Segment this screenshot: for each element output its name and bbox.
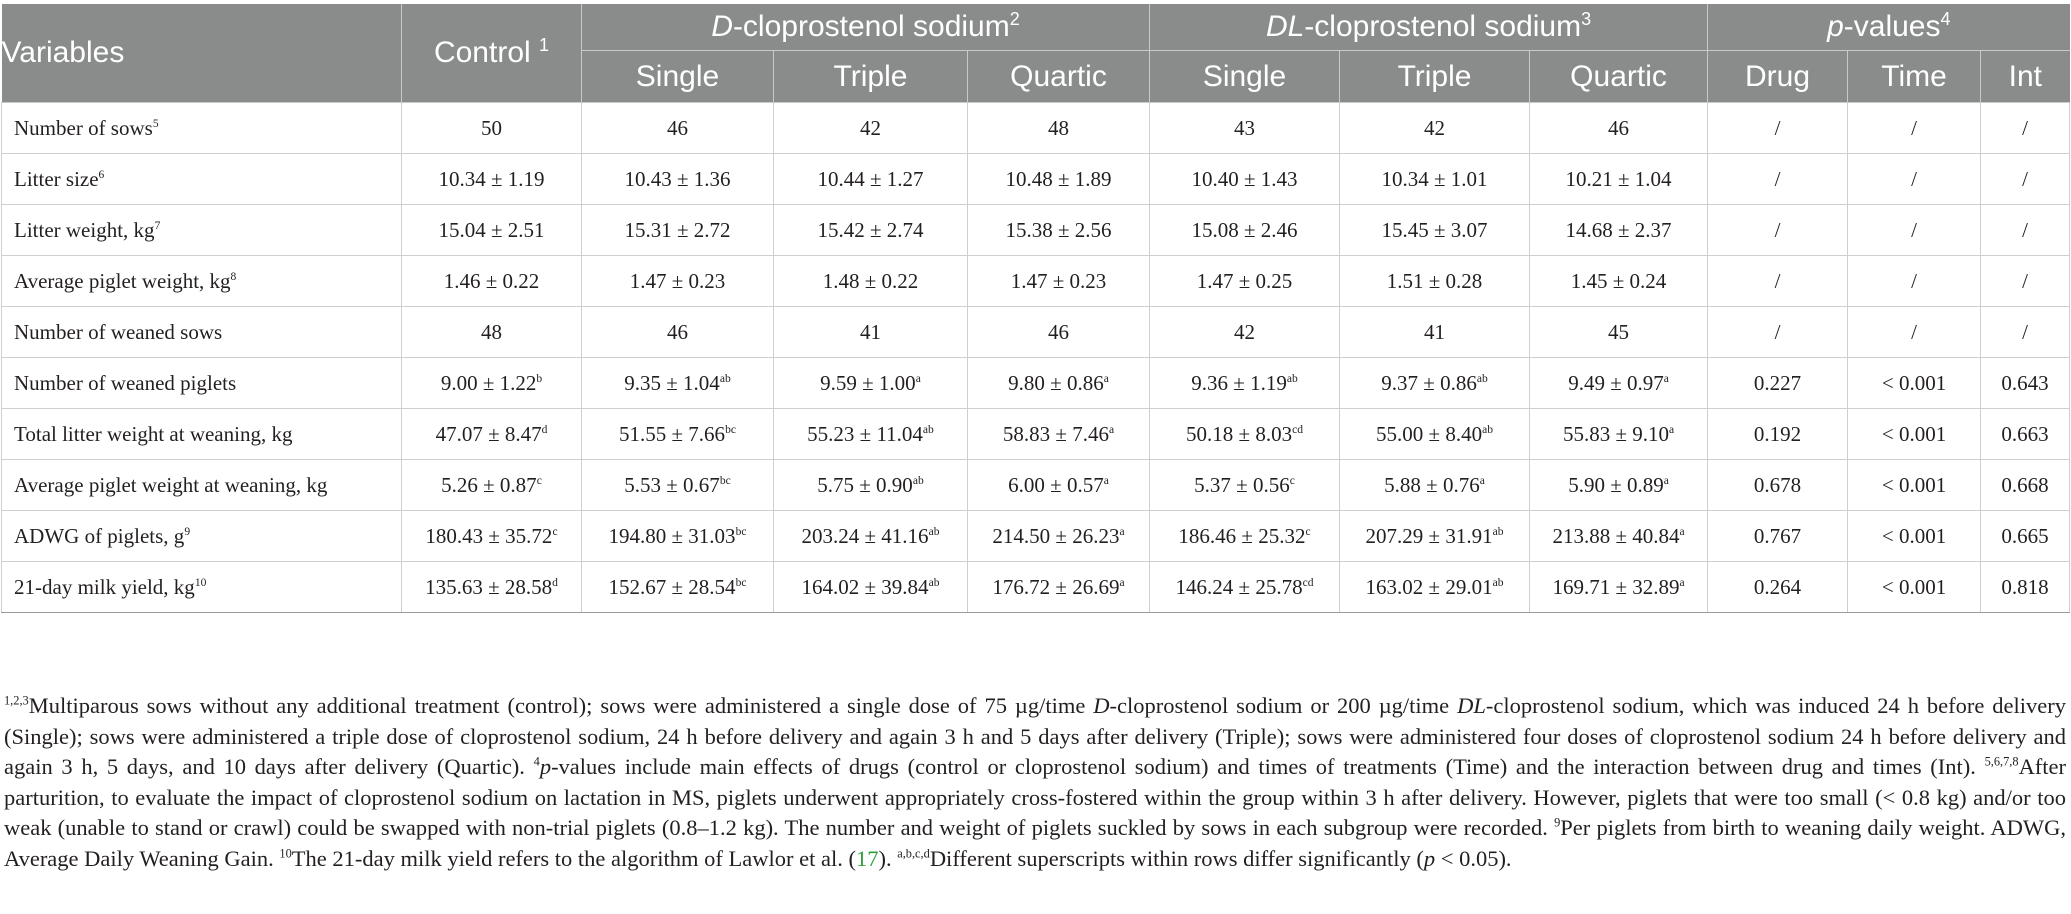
table-cell: 50 [402,103,582,154]
row-label: Number of weaned sows [2,307,402,358]
row-label: Total litter weight at weaning, kg [2,409,402,460]
table-cell: 9.00 ± 1.22$^b$ [402,358,582,409]
table-cell: / [1848,205,1981,256]
footnote-marker: a,b,c,d [897,846,930,860]
table-cell: 55.83 ± 9.10$^a$ [1530,409,1708,460]
table-cell: 1.47 ± 0.23 [968,256,1150,307]
table-row [2,103,2070,154]
table-cell: < 0.001 [1848,562,1981,613]
table-cell: 9.59 ± 1.00$^a$ [774,358,968,409]
table-cell: 9.80 ± 0.86$^a$ [968,358,1150,409]
table-body [2,103,2070,613]
table-cell: 0.663 [1981,409,2070,460]
table-cell: / [1848,103,1981,154]
table-cell: 46 [1530,103,1708,154]
table-cell: 194.80 ± 31.03$^{bc}$ [582,511,774,562]
table-cell: 9.49 ± 0.97$^a$ [1530,358,1708,409]
table-cell: 9.37 ± 0.86$^{ab}$ [1340,358,1530,409]
table-cell: 15.42 ± 2.74 [774,205,968,256]
row-label: Average piglet weight at weaning, kg [2,460,402,511]
table-cell: 203.24 ± 41.16$^{ab}$ [774,511,968,562]
table-cell: / [1708,103,1848,154]
table-cell: 9.36 ± 1.19$^{ab}$ [1150,358,1340,409]
header-dl-cloprostenol: DL-cloprostenol sodium$^3$ [1150,4,1708,51]
table-cell: 58.83 ± 7.46$^a$ [968,409,1150,460]
table-cell: 0.818 [1981,562,2070,613]
table-cell: 1.48 ± 0.22 [774,256,968,307]
table-cell: 1.45 ± 0.24 [1530,256,1708,307]
table-cell: 169.71 ± 32.89$^a$ [1530,562,1708,613]
table-row [2,256,2070,307]
table-footnote: $^{1,2,3}$Multiparous sows without any additional treatment (control); sows were administered a single dose of 75 µg/time D-cloprostenol sodium or 200 µg/time DL-cloprostenol sodium, which was induced 24 h before delivery (Single); sows were administered a triple dose of cloprostenol sodium, 24 h before delivery and again 3 h and 5 days after delivery (Triple); sows were administered four doses of cloprostenol sodium 24 h before delivery and again 3 h, 5 days, and 10 days after delivery (Quartic). $^4$p-values include main effects of drugs (control or cloprostenol sodium) and times of treatments (Time) and the interaction between drug and times (Int). $^{5,6,7,8}$After parturition, to evaluate the impact of cloprostenol sodium on lactation in MS, piglets underwent appropriately cross-fostered within the group within 3 h after delivery. However, piglets that were too small (< 0.8 kg) and/or too weak (unable to stand or crawl) could be swapped with non-trial piglets (0.8–1.2 kg). The number and weight of piglets suckled by sows in each subgroup were recorded. $^9$Per piglets from birth to weaning daily weight. ADWG, Average Daily Weaning Gain. $^{10}$The 21-day milk yield refers to the algorithm of Lawlor et al. (17). $^{a,b,c,d}$Different superscripts within rows differ significantly (p < 0.05). [4,693,2067,871]
table-cell: / [1708,256,1848,307]
table-cell: 46 [582,103,774,154]
table-cell: 6.00 ± 0.57$^a$ [968,460,1150,511]
table-cell: 176.72 ± 26.69$^a$ [968,562,1150,613]
table-cell: 1.46 ± 0.22 [402,256,582,307]
table-cell: 0.665 [1981,511,2070,562]
subheader-dl-single: Single [1150,51,1340,103]
table-row [2,409,2070,460]
table-cell: 48 [968,103,1150,154]
table-cell: 9.35 ± 1.04$^{ab}$ [582,358,774,409]
table-cell: 207.29 ± 31.91$^{ab}$ [1340,511,1530,562]
subheader-dl-quartic: Quartic [1530,51,1708,103]
header-d-cloprostenol: D-cloprostenol sodium$^2$ [582,4,1150,51]
table-cell: 55.23 ± 11.04$^{ab}$ [774,409,968,460]
table-cell: 163.02 ± 29.01$^{ab}$ [1340,562,1530,613]
footnote-marker: 5,6,7,8 [1984,754,2019,769]
table-cell: 10.43 ± 1.36 [582,154,774,205]
table-row [2,154,2070,205]
table-row [2,562,2070,613]
table-cell: 46 [582,307,774,358]
table-cell: 0.668 [1981,460,2070,511]
table-cell: 10.21 ± 1.04 [1530,154,1708,205]
table-cell: 48 [402,307,582,358]
table-cell: 10.34 ± 1.01 [1340,154,1530,205]
subheader-d-single: Single [582,51,774,103]
table-cell: / [1981,103,2070,154]
header-control: Control $^1$ [402,4,582,103]
row-label: Number of sows$^5$ [2,103,402,154]
table-cell: 46 [968,307,1150,358]
table-cell: 15.38 ± 2.56 [968,205,1150,256]
table-cell: 47.07 ± 8.47$^d$ [402,409,582,460]
subheader-drug: Drug [1708,51,1848,103]
table-cell: 1.47 ± 0.25 [1150,256,1340,307]
table-cell: / [1848,307,1981,358]
table-cell: 10.48 ± 1.89 [968,154,1150,205]
table-row [2,460,2070,511]
subheader-d-triple: Triple [774,51,968,103]
row-label: Litter size$^6$ [2,154,402,205]
table-cell: 5.90 ± 0.89$^a$ [1530,460,1708,511]
subheader-dl-triple: Triple [1340,51,1530,103]
table-cell: 0.264 [1708,562,1848,613]
table-cell: / [1981,205,2070,256]
header-variables: Variables [2,4,402,103]
table-cell: 0.678 [1708,460,1848,511]
table-cell: 0.192 [1708,409,1848,460]
table-cell: 45 [1530,307,1708,358]
subheader-d-quartic: Quartic [968,51,1150,103]
table-cell: 10.40 ± 1.43 [1150,154,1340,205]
row-label: Number of weaned piglets [2,358,402,409]
subheader-int: Int [1981,51,2070,103]
table-cell: / [1848,256,1981,307]
table-cell: 0.767 [1708,511,1848,562]
table-cell: 152.67 ± 28.54$^{bc}$ [582,562,774,613]
header-p-values: p-values$^4$ [1708,4,2070,51]
table-cell: < 0.001 [1848,358,1981,409]
table-row [2,358,2070,409]
table-cell: 186.46 ± 25.32$^c$ [1150,511,1340,562]
table-cell: 1.47 ± 0.23 [582,256,774,307]
footnote-marker: 10 [279,846,292,860]
table-cell: < 0.001 [1848,409,1981,460]
table-cell: / [1981,307,2070,358]
table-cell: 5.37 ± 0.56$^c$ [1150,460,1340,511]
footnote-marker: 1,2,3 [4,693,29,708]
table-cell: / [1708,307,1848,358]
table-cell: 5.26 ± 0.87$^c$ [402,460,582,511]
table-cell: 42 [774,103,968,154]
table-cell: < 0.001 [1848,511,1981,562]
footnote-marker: 9 [1554,815,1561,830]
table-cell: / [1708,154,1848,205]
table-cell: 0.227 [1708,358,1848,409]
table-cell: 213.88 ± 40.84$^a$ [1530,511,1708,562]
table-cell: 15.08 ± 2.46 [1150,205,1340,256]
table-cell: 10.44 ± 1.27 [774,154,968,205]
table-row [2,511,2070,562]
table-cell: 43 [1150,103,1340,154]
table-cell: 42 [1340,103,1530,154]
row-label: Average piglet weight, $kg^8$ [2,256,402,307]
table-cell: / [1708,205,1848,256]
table-cell: 5.75 ± 0.90$^{ab}$ [774,460,968,511]
table-cell: 0.643 [1981,358,2070,409]
results-table [1,4,2070,613]
table-cell: 135.63 ± 28.58$^d$ [402,562,582,613]
table-cell: 146.24 ± 25.78$^{cd}$ [1150,562,1340,613]
table-cell: 1.51 ± 0.28 [1340,256,1530,307]
table-cell: 41 [774,307,968,358]
table-cell: 10.34 ± 1.19 [402,154,582,205]
row-label: ADWG of piglets, $g^9$ [2,511,402,562]
table-cell: 51.55 ± 7.66$^{bc}$ [582,409,774,460]
table-cell: 5.53 ± 0.67$^{bc}$ [582,460,774,511]
table-cell: 41 [1340,307,1530,358]
footnote-marker: 4 [533,754,540,769]
row-label: 21-day milk yield, $kg^{10}$ [2,562,402,613]
table-cell: / [1848,154,1981,205]
table-cell: 55.00 ± 8.40$^{ab}$ [1340,409,1530,460]
table-cell: 180.43 ± 35.72$^c$ [402,511,582,562]
table-row [2,205,2070,256]
table-cell: 15.31 ± 2.72 [582,205,774,256]
row-label: Litter weight, $kg^7$ [2,205,402,256]
subheader-time: Time [1848,51,1981,103]
table-cell: 15.04 ± 2.51 [402,205,582,256]
table-cell: / [1981,256,2070,307]
table-cell: 164.02 ± 39.84$^{ab}$ [774,562,968,613]
table-cell: 214.50 ± 26.23$^a$ [968,511,1150,562]
table-row [2,307,2070,358]
table-cell: 14.68 ± 2.37 [1530,205,1708,256]
table-cell: 42 [1150,307,1340,358]
table-cell: 5.88 ± 0.76$^a$ [1340,460,1530,511]
reference-link-17[interactable]: 17 [855,845,879,871]
table-cell: 50.18 ± 8.03$^{cd}$ [1150,409,1340,460]
table-cell: 15.45 ± 3.07 [1340,205,1530,256]
table-cell: / [1981,154,2070,205]
table-cell: < 0.001 [1848,460,1981,511]
